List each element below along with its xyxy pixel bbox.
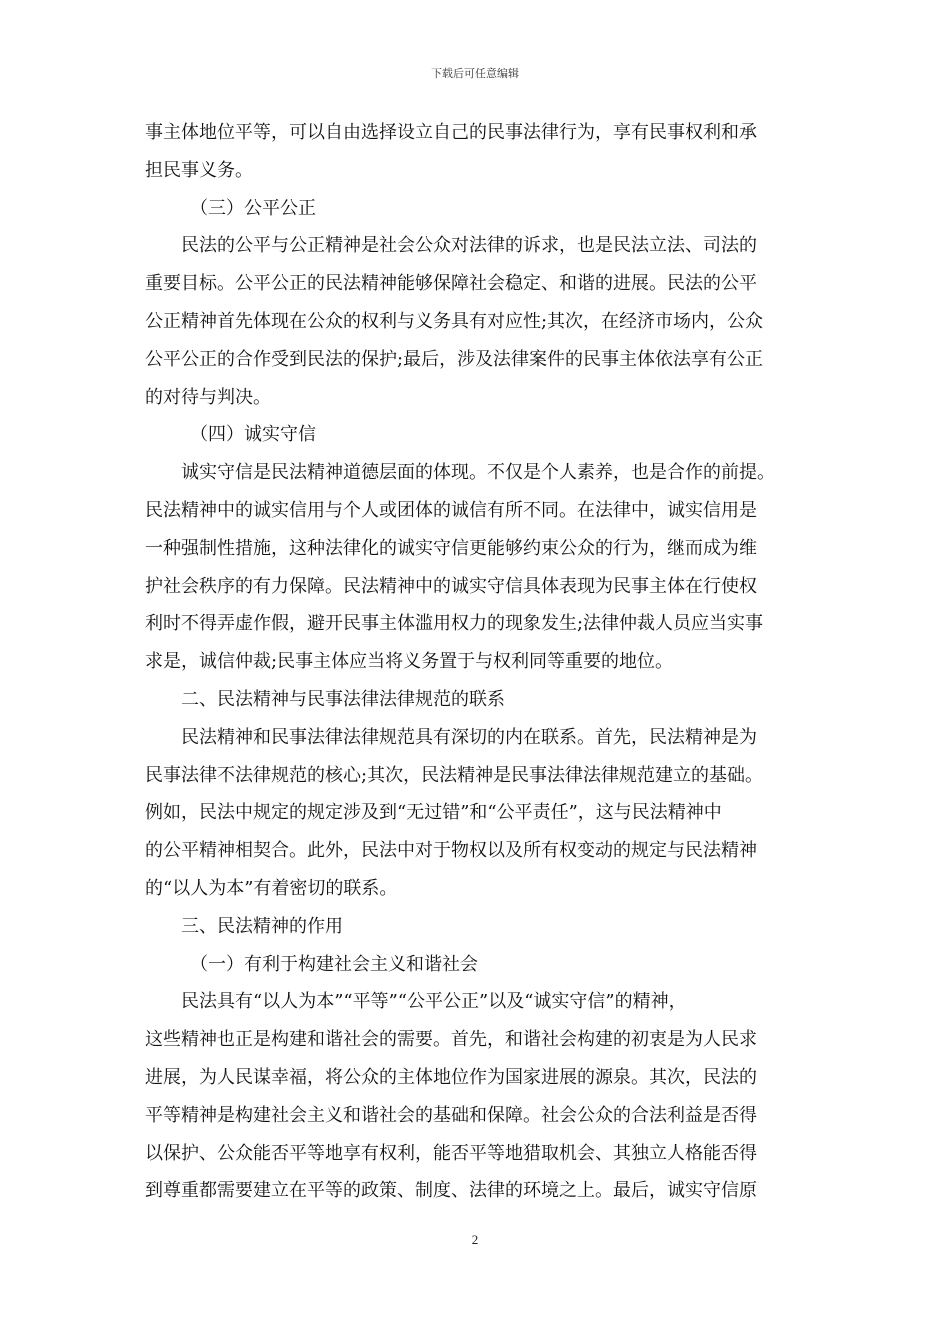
page-number: 2 bbox=[471, 1232, 479, 1247]
section-heading: （三）公平公正 bbox=[190, 197, 316, 219]
text-line: 民法的公平与公正精神是社会公众对法律的诉求，也是民法立法、司法的 bbox=[181, 235, 757, 257]
text-line: 以保护、公众能否平等地享有权利，能否平等地猎取机会、其独立人格能否得 bbox=[145, 1142, 757, 1164]
text-line: 三、民法精神的作用 bbox=[181, 915, 343, 937]
text-line: 的“以人为本”有着密切的联系。 bbox=[145, 877, 398, 899]
text-line: 护社会秩序的有力保障。民法精神中的诚实守信具体表现为民事主体在行使权 bbox=[145, 575, 757, 597]
text-line: 诚实守信是民法精神道德层面的体现。不仅是个人素养，也是合作的前提。 bbox=[181, 462, 775, 484]
text-line: 二、民法精神与民事法律法律规范的联系 bbox=[181, 688, 505, 710]
section-heading: （一）有利于构建社会主义和谐社会 bbox=[190, 953, 478, 975]
text-line: 一种强制性措施，这种法律化的诚实守信更能够约束公众的行为，继而成为维 bbox=[145, 537, 757, 559]
text-line: 公正精神首先体现在公众的权利与义务具有对应性;其次，在经济市场内，公众 bbox=[145, 310, 764, 332]
body-text bbox=[145, 114, 810, 1210]
text-line: 民法精神和民事法律法律规范具有深切的内在联系。首先，民法精神是为 bbox=[181, 726, 757, 748]
text-line: 进展，为人民谋幸福，将公众的主体地位作为国家进展的源泉。其次，民法的 bbox=[145, 1066, 757, 1088]
text-line: 民事法律不法律规范的核心;其次，民法精神是民事法律法律规范建立的基础。 bbox=[145, 764, 764, 786]
text-line: 的公平精神相契合。此外，民法中对于物权以及所有权变动的规定与民法精神 bbox=[145, 840, 757, 862]
text-line: 到尊重都需要建立在平等的政策、制度、法律的环境之上。最后，诚实守信原 bbox=[145, 1180, 757, 1202]
text-line: 的对待与判决。 bbox=[145, 386, 271, 408]
section-heading: （四）诚实守信 bbox=[190, 424, 316, 446]
text-line: 民法具有“以人为本”“平等”“公平公正”以及“诚实守信”的精神， bbox=[181, 991, 687, 1013]
text-line: 平等精神是构建社会主义和谐社会的基础和保障。社会公众的合法利益是否得 bbox=[145, 1104, 757, 1126]
text-line: 民法精神中的诚实信用与个人或团体的诚信有所不同。在法律中，诚实信用是 bbox=[145, 499, 757, 521]
text-line: 重要目标。公平公正的民法精神能够保障社会稳定、和谐的进展。民法的公平 bbox=[145, 273, 757, 295]
text-line: 利时不得弄虚作假，避开民事主体滥用权力的现象发生;法律仲裁人员应当实事 bbox=[145, 613, 764, 635]
text-line: 这些精神也正是构建和谐社会的需要。首先，和谐社会构建的初衷是为人民求 bbox=[145, 1029, 757, 1051]
text-line: 公平公正的合作受到民法的保护;最后，涉及法律案件的民事主体依法享有公正 bbox=[145, 348, 764, 370]
text-line: 求是，诚信仲裁;民事主体应当将义务置于与权利同等重要的地位。 bbox=[145, 651, 674, 673]
page-header: 下载后可任意编辑 bbox=[431, 67, 519, 80]
text-line: 例如，民法中规定的规定涉及到“无过错”和“公平责任”，这与民法精神中 bbox=[145, 802, 722, 824]
text-line: 事主体地位平等，可以自由选择设立自己的民事法律行为，享有民事权利和承 bbox=[145, 122, 757, 143]
text-line: 担民事义务。 bbox=[145, 159, 253, 181]
